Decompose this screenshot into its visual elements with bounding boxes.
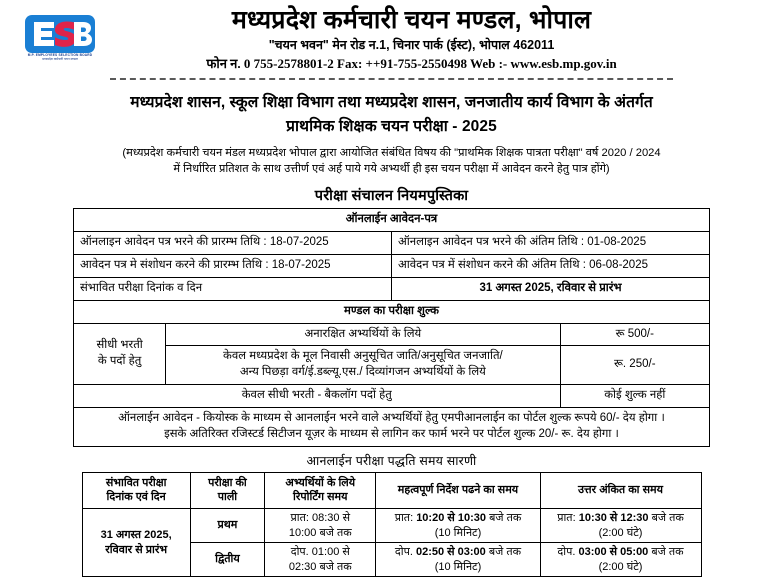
reserved-fee-amount-cell: रू. 250/-: [560, 346, 709, 385]
schedule-answer-2-prefix: दोप.: [557, 546, 579, 559]
schedule-reporting-2-line1: दोप. 01:00 से: [290, 546, 350, 559]
schedule-header-reporting-line2: रिपोर्टिंग समय: [293, 491, 348, 504]
schedule-header-shift-line1: परीक्षा की: [208, 476, 247, 489]
schedule-header-date-line1: संभावित परीक्षा: [105, 476, 167, 489]
schedule-answer-1: [540, 508, 701, 542]
schedule-reporting-1: [265, 508, 376, 542]
table-row: [74, 323, 710, 346]
table-row: [74, 300, 710, 323]
schedule-exam-date-line1: 31 अगस्त 2025,: [100, 529, 172, 542]
schedule-instructions-2-line2: (10 मिनिट): [434, 560, 482, 573]
direct-recruitment-label-line2: के पदों हेतु: [97, 354, 142, 367]
table-row: [74, 254, 710, 277]
schedule-answer-2-time: 03:00 से 05:00: [578, 546, 649, 559]
table-row: [82, 472, 701, 508]
schedule-instructions-2-line1: [379, 545, 536, 560]
letterhead-text: [120, 6, 783, 72]
schedule-instructions-2-prefix: दोप.: [394, 546, 416, 559]
schedule-reporting-1-line2: 10:00 बजे तक: [288, 526, 352, 539]
logo-container: [0, 6, 120, 62]
backlog-label-cell: केवल सीधी भरती - बैकलॉग पदों हेतु: [74, 385, 561, 408]
schedule-answer-1-suffix: बजे तक: [648, 511, 684, 524]
apply-start-date-cell: ऑनलाइन आवेदन पत्र भरने की प्रारम्भ तिथि : 18-07-2025: [74, 232, 392, 255]
letterhead: [0, 0, 783, 72]
schedule-instructions-2: [376, 543, 540, 577]
schedule-answer-1-time: 10:30 से 12:30: [578, 511, 649, 524]
schedule-answer-2-line1: [544, 545, 698, 560]
schedule-reporting-2: [265, 543, 376, 577]
schedule-header-answer: उत्तर अंकित का समय: [540, 472, 701, 508]
direct-recruitment-label-cell: [74, 323, 166, 385]
organization-address: "चयन भवन" मेन रोड न.1, चिनार पार्क (ईस्ट), भोपाल 462011: [268, 38, 555, 52]
table-row: [74, 385, 710, 408]
schedule-answer-2-line2: (2:00 घंटे): [598, 560, 643, 573]
esb-logo-svg: [24, 14, 96, 54]
application-dates-table: [73, 208, 710, 300]
schedule-shift-2: द्वितीय: [190, 543, 264, 577]
schedule-reporting-1-line1: प्रात: 08:30 से: [290, 511, 351, 524]
schedule-instructions-1-line2: (10 मिनिट): [434, 526, 482, 539]
exam-date-value-cell: 31 अगस्त 2025, रविवार से प्रारंभ: [392, 277, 710, 300]
fee-table-header: मण्डल का परीक्षा शुल्क: [74, 300, 710, 323]
correction-start-date-cell: आवेदन पत्र मे संशोधन करने की प्रारम्भ तिथि : 18-07-2025: [74, 254, 392, 277]
schedule-instructions-2-suffix: बजे तक: [485, 546, 522, 559]
logo-caption-english: M.P. EMPLOYEES SELECTION BOARD: [27, 53, 93, 57]
header-divider: [110, 78, 673, 80]
schedule-instructions-1-line1: [379, 511, 536, 526]
table-row: [74, 277, 710, 300]
table-row: [74, 232, 710, 255]
schedule-header-reporting-line1: अभ्यर्थियों के लिये: [285, 476, 356, 489]
unreserved-fee-desc-cell: अनारक्षित अभ्यर्थियों के लिये: [166, 323, 560, 346]
schedule-header-reporting: [265, 472, 376, 508]
direct-recruitment-label-line1: सीधी भरती: [96, 338, 143, 351]
application-table-header: ऑनलाईन आवेदन-पत्र: [74, 209, 710, 232]
schedule-answer-2: [540, 543, 701, 577]
schedule-instructions-1-prefix: प्रात:: [394, 511, 417, 524]
schedule-instructions-2-time: 02:50 से 03:00: [415, 546, 486, 559]
organization-name: मध्यप्रदेश कर्मचारी चयन मण्डल, भोपाल: [231, 6, 592, 34]
eligibility-note-line2: में निर्धारित प्रतिशत के साथ उत्तीर्ण एवं अर्ह पाये गये अभ्यर्थी ही इस चयन परीक्षा में आवेदन करने हेतु पात्र होंगे): [173, 163, 610, 176]
reserved-fee-desc-line2: अन्य पिछड़ा वर्ग/ई.डब्ल्यू.एस./ दिव्यांगजन अभ्यर्थियों के लिये: [239, 366, 486, 379]
schedule-title: आनलाईन परीक्षा पद्धति समय सारणी: [306, 453, 477, 468]
apply-end-date-cell: ऑनलाइन आवेदन पत्र भरने की अंतिम तिथि : 01-08-2025: [392, 232, 710, 255]
schedule-header-shift-line2: पाली: [217, 491, 238, 504]
table-row: [74, 346, 710, 385]
eligibility-note-line1: (मध्यप्रदेश कर्मचारी चयन मंडल मध्यप्रदेश भोपाल द्वारा आयोजित संबंधित विषय की "प्राथमिक शिक्षक पात्रता परीक्षा" वर्ष 2020 / 2024: [122, 146, 661, 159]
schedule-answer-1-line2: (2:00 घंटे): [598, 526, 643, 539]
schedule-reporting-2-line2: 02:30 बजे तक: [288, 560, 352, 573]
exam-fee-table: [73, 300, 710, 447]
schedule-answer-1-line1: [544, 511, 698, 526]
department-heading-line2: प्राथमिक शिक्षक चयन परीक्षा - 2025: [286, 117, 497, 135]
portal-fee-note-line2: इसके अतिरिक्त रजिस्टर्ड सिटीजन यूज़र के माध्यम से लागिन कर फार्म भरने पर पोर्टल शुल्क 20/- रू. देय होगा ।: [164, 427, 619, 440]
esb-logo-icon: [24, 14, 96, 62]
organization-contact: फोन न. 0 755-2578801-2 Fax: ++91-755-2550498 Web :- www.esb.mp.gov.in: [206, 56, 617, 71]
schedule-instructions-1-time: 10:20 से 10:30: [416, 511, 487, 524]
schedule-instructions-1: [376, 508, 540, 542]
schedule-answer-2-suffix: बजे तक: [648, 546, 684, 559]
table-row: [82, 508, 701, 542]
eligibility-note: [34, 145, 749, 179]
section-title: परीक्षा संचालन नियमपुस्तिका: [314, 188, 469, 205]
correction-end-date-cell: आवेदन पत्र में संशोधन करने की अंतिम तिथि : 06-08-2025: [392, 254, 710, 277]
schedule-instructions-1-suffix: बजे तक: [486, 511, 522, 524]
schedule-exam-date-line2: रविवार से प्रारंभ: [105, 543, 168, 556]
department-heading: [46, 91, 737, 139]
unreserved-fee-amount-cell: रू 500/-: [560, 323, 709, 346]
department-heading-line1: मध्यप्रदेश शासन, स्कूल शिक्षा विभाग तथा मध्यप्रदेश शासन, जनजातीय कार्य विभाग के अंतर्गत: [130, 93, 653, 111]
table-row: [74, 209, 710, 232]
reserved-fee-desc-cell: [166, 346, 560, 385]
schedule-exam-date-cell: [82, 508, 190, 577]
schedule-answer-1-prefix: प्रात:: [557, 511, 579, 524]
schedule-header-date-line2: दिनांक एवं दिन: [106, 491, 166, 504]
logo-caption-hindi: मध्यप्रदेश कर्मचारी चयन मण्डल: [42, 56, 78, 61]
exam-schedule-table: [82, 472, 702, 577]
portal-fee-note-line1: ऑनलाईन आवेदन - कियोस्क के माध्यम से आनलाईन भरने वाले अभ्यर्थियों हेतु एमपीआनलाईन का पोर्टल शुल्क रूपये 60/- देय होगा ।: [118, 411, 665, 424]
schedule-shift-1: प्रथम: [190, 508, 264, 542]
exam-date-label-cell: संभावित परीक्षा दिनांक व दिन: [74, 277, 392, 300]
portal-fee-note-cell: [74, 407, 710, 446]
reserved-fee-desc-line1: केवल मध्यप्रदेश के मूल निवासी अनुसूचित जाति/अनुसूचित जनजाति/: [223, 350, 503, 363]
schedule-header-shift: [190, 472, 264, 508]
backlog-amount-cell: कोई शुल्क नहीं: [560, 385, 709, 408]
schedule-header-instructions: महत्वपूर्ण निर्देश पढने का समय: [376, 472, 540, 508]
table-row: [74, 407, 710, 446]
schedule-header-date: [82, 472, 190, 508]
